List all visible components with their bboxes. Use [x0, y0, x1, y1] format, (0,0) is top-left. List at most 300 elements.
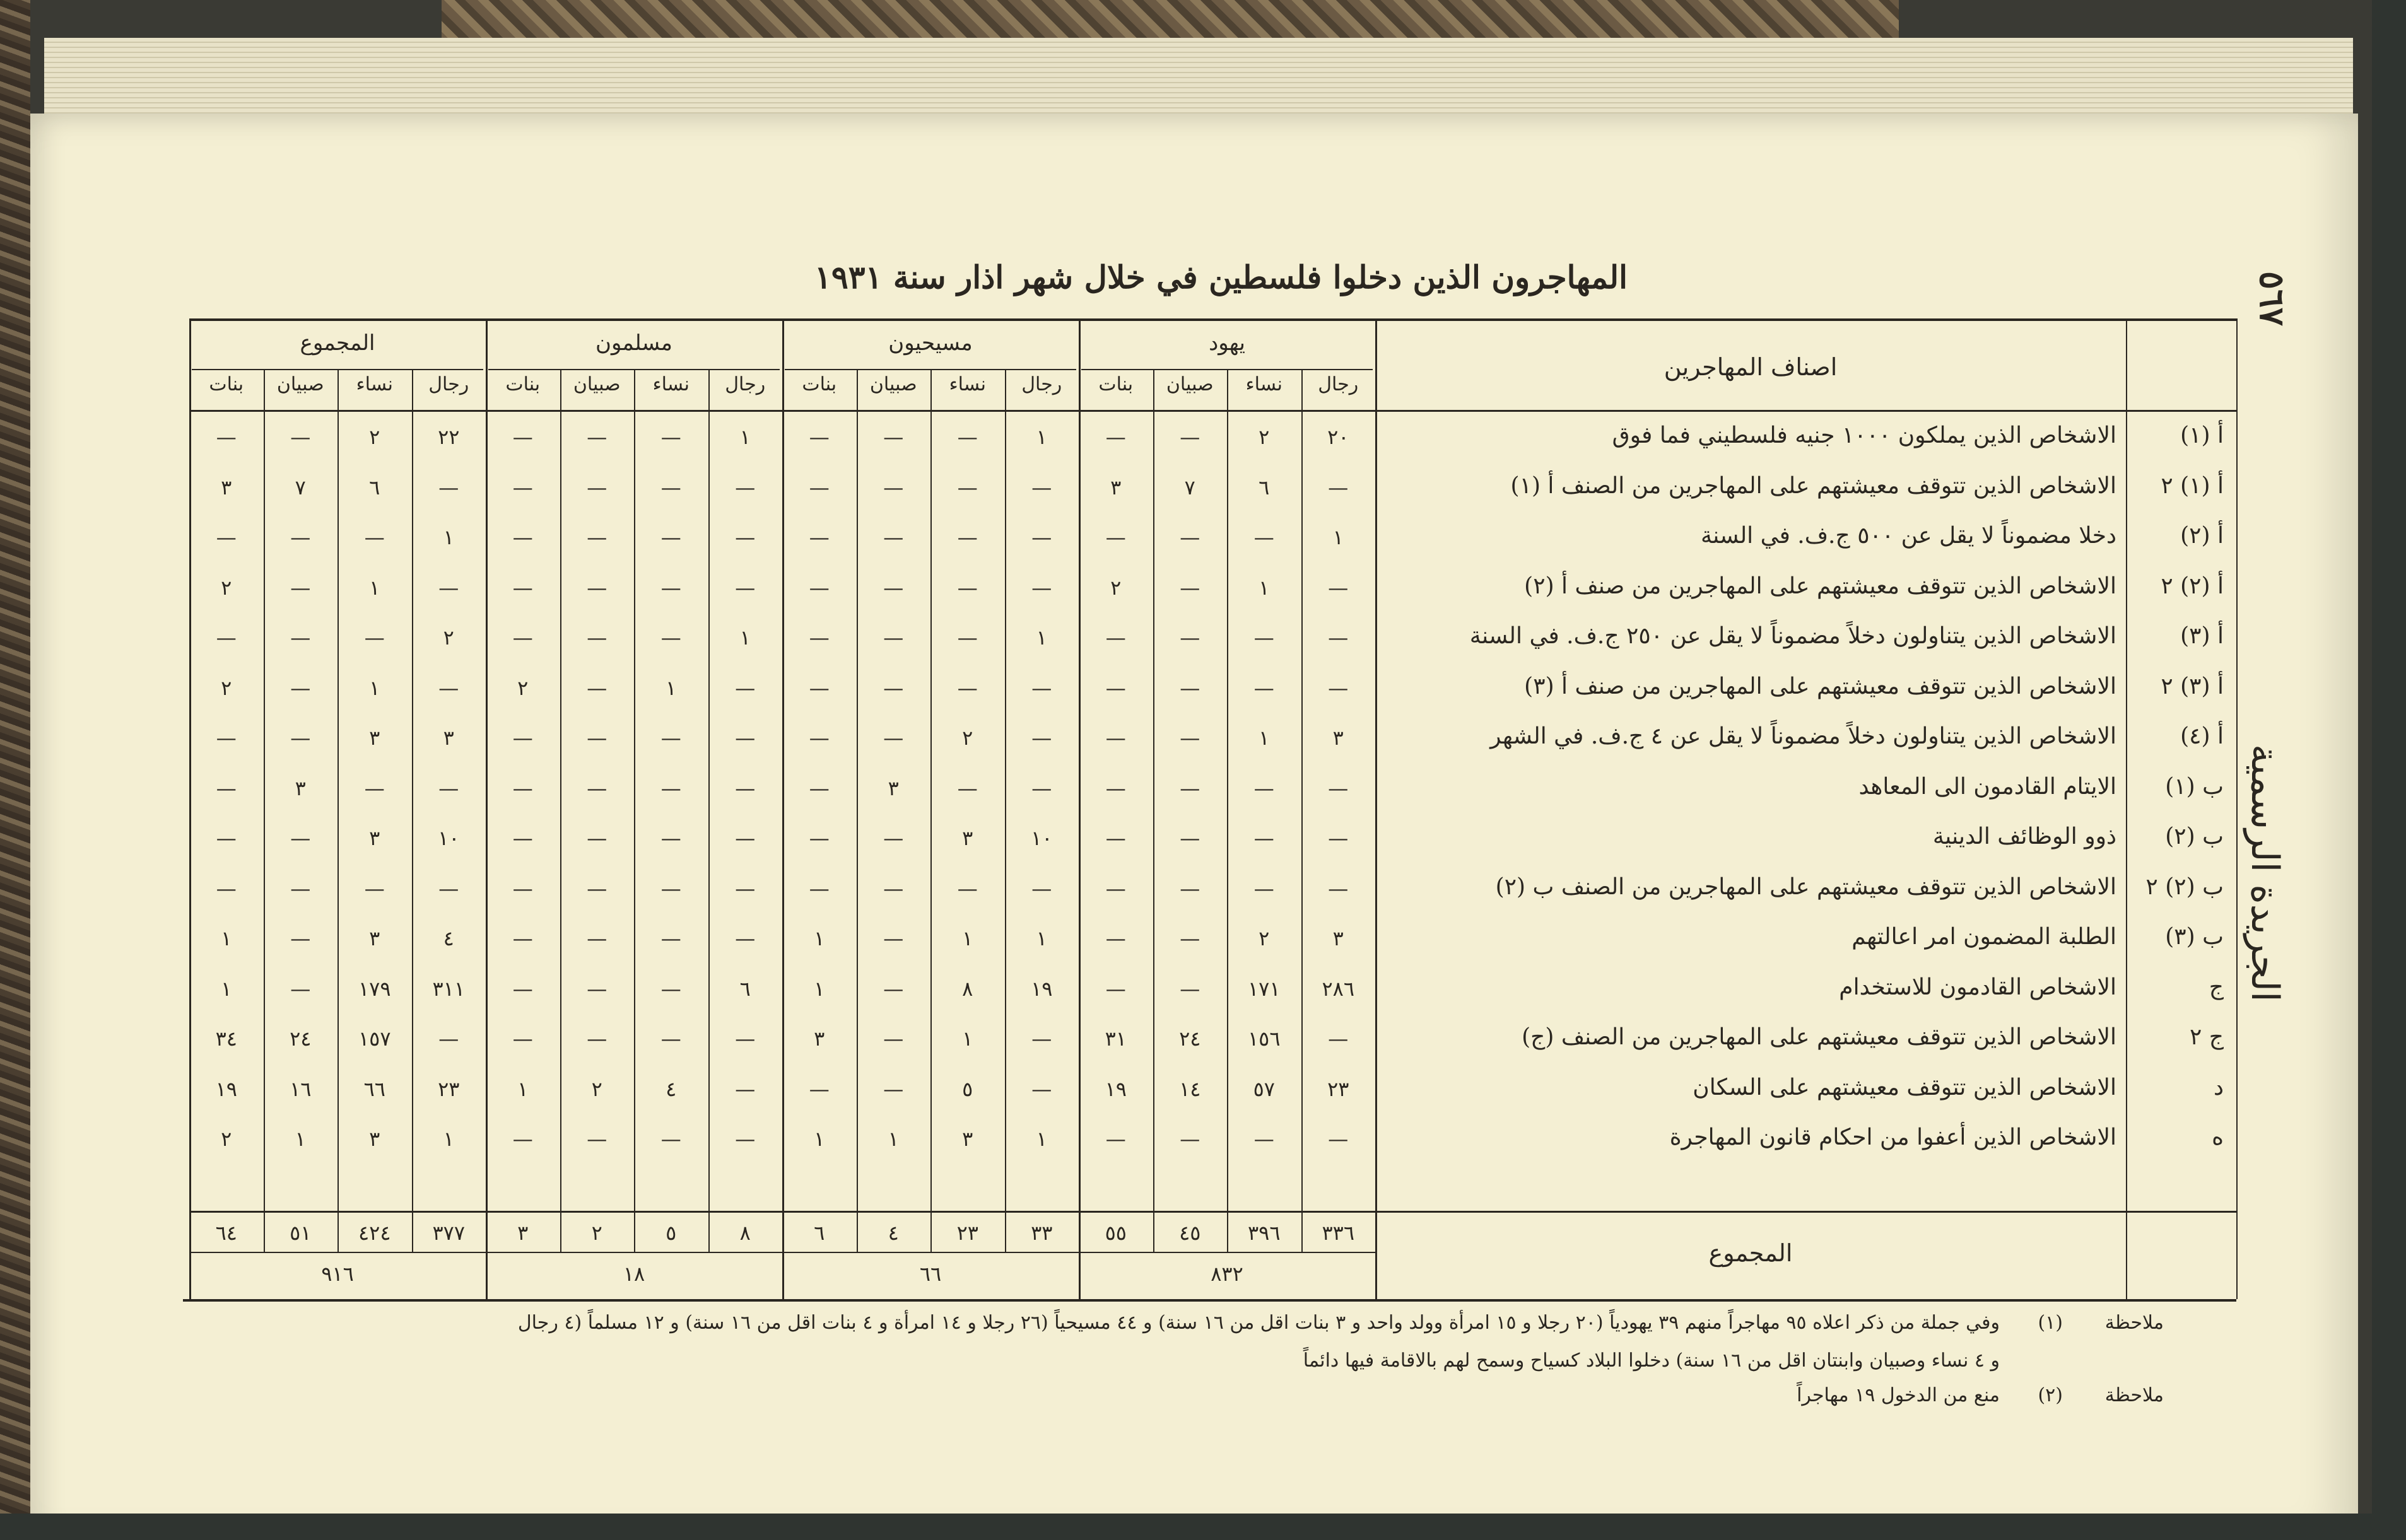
table-cell: — [735, 1127, 756, 1151]
book-cover-right [2372, 0, 2406, 1540]
table-cell: ١٤ [1179, 1076, 1201, 1101]
table-cell: — [216, 776, 237, 800]
table-cell: — [1180, 626, 1200, 650]
table-cell: — [735, 876, 756, 901]
row-label: الاشخاص الذين تتوقف معيشتهم على المهاجرين من الصنف (ج) [1522, 1024, 2116, 1050]
table-cell: — [290, 726, 311, 750]
table-cell: — [1105, 826, 1126, 850]
table-cell: — [1328, 826, 1349, 850]
table-cell: ٦ [1259, 475, 1270, 499]
table-cell: — [735, 776, 756, 800]
table-cell: — [883, 876, 904, 901]
table-cell: — [290, 675, 311, 700]
table-cell: ٢ [1259, 926, 1270, 950]
table-cell: — [216, 425, 237, 449]
table-cell: ٢ [591, 1076, 602, 1101]
table-cell: ٣ [962, 1127, 973, 1151]
table-cell: — [216, 876, 237, 901]
table-cell: ٥ [962, 1076, 973, 1101]
note-label: ملاحظة [2104, 1312, 2164, 1334]
table-cell: ٢ [1110, 575, 1122, 600]
table-cell: ١ [1036, 926, 1047, 950]
table-cell: — [587, 475, 607, 499]
table-cell: — [1031, 575, 1052, 600]
table-cell: — [1253, 1127, 1274, 1151]
table-cell: ٢٣ [1327, 1076, 1349, 1101]
code-column-rule [2126, 318, 2127, 1299]
table-cell: — [512, 976, 533, 1001]
table-cell: — [1105, 976, 1126, 1001]
table-cell: — [1180, 1127, 1200, 1151]
column-rule [412, 369, 413, 1252]
table-cell: — [512, 826, 533, 850]
table-cell: — [587, 776, 607, 800]
table-cell: — [1105, 876, 1126, 901]
table-cell: ١ [369, 575, 380, 600]
table-cell: ٢ [221, 575, 232, 600]
table-cell: — [1031, 675, 1052, 700]
table-cell: — [587, 675, 607, 700]
row-code: أ (١) [2180, 423, 2224, 448]
table-cell: — [1328, 1127, 1349, 1151]
table-cell: ١ [1259, 575, 1270, 600]
table-right-edge [2236, 318, 2238, 1299]
column-rule [337, 369, 339, 1252]
totals-cell: ٣٣٦ [1322, 1221, 1355, 1245]
sub-header: بنات [1098, 373, 1134, 395]
table-cell: — [1180, 525, 1200, 549]
table-cell: — [587, 726, 607, 750]
table-cell: — [1105, 926, 1126, 950]
table-cell: ١ [1259, 726, 1270, 750]
table-cell: — [512, 926, 533, 950]
table-cell: — [735, 575, 756, 600]
totals-cell: ٤٥ [1179, 1221, 1201, 1245]
row-code: أ (٣) ٢ [2161, 673, 2224, 699]
table-cell: — [587, 1127, 607, 1151]
row-label: الاشخاص القادمون للاستخدام [1839, 974, 2116, 1000]
column-rule [930, 369, 932, 1252]
sub-header: بنات [802, 373, 837, 395]
sub-header: صبيان [1166, 373, 1214, 395]
table-cell: — [1031, 726, 1052, 750]
table-cell: — [809, 425, 830, 449]
table-cell: — [438, 876, 459, 901]
table-cell: — [883, 926, 904, 950]
table-cell: — [809, 626, 830, 650]
table-cell: — [883, 726, 904, 750]
table-cell: — [735, 726, 756, 750]
table-cell: — [438, 575, 459, 600]
table-cell: — [1180, 876, 1200, 901]
table-cell: — [883, 626, 904, 650]
table-cell: — [1031, 876, 1052, 901]
table-cell: — [1180, 976, 1200, 1001]
table-cell: — [1105, 626, 1126, 650]
totals-cell: ٨ [739, 1221, 751, 1245]
table-cell: — [735, 525, 756, 549]
table-cell: ٢٠ [1327, 425, 1349, 449]
table-cell: — [290, 525, 311, 549]
table-cell: — [1031, 475, 1052, 499]
table-cell: ١٥٦ [1247, 1027, 1281, 1051]
category-header: اصناف المهاجرين [1664, 353, 1838, 381]
group-header: المجموع [300, 330, 375, 356]
table-cell: ٣ [221, 475, 232, 499]
table-cell: — [1253, 776, 1274, 800]
table-cell: ١ [814, 976, 825, 1001]
table-cell: ١ [443, 525, 454, 549]
table-cell: — [587, 926, 607, 950]
table-cell: ٢ [443, 626, 454, 650]
table-cell: — [512, 425, 533, 449]
table-cell: — [1253, 626, 1274, 650]
table-cell: ٢٨٦ [1322, 976, 1355, 1001]
table-cell: — [883, 826, 904, 850]
row-label: الاشخاص الذين تتوقف معيشتهم على السكان [1693, 1074, 2116, 1100]
table-cell: ٢ [221, 1127, 232, 1151]
table-cell: ١ [962, 1027, 973, 1051]
table-cell: — [216, 525, 237, 549]
table-cell: — [1105, 776, 1126, 800]
table-cell: — [1031, 1027, 1052, 1051]
table-cell: — [290, 926, 311, 950]
table-cell: — [290, 826, 311, 850]
table-cell: — [957, 876, 978, 901]
table-cell: — [735, 475, 756, 499]
table-cell: ٢٤ [1179, 1027, 1201, 1051]
table-cell: — [809, 575, 830, 600]
row-code: د [2213, 1074, 2224, 1100]
totals-cell: ٢٣ [956, 1221, 978, 1245]
table-cell: — [1328, 575, 1349, 600]
table-cell: — [512, 726, 533, 750]
table-cell: — [1180, 675, 1200, 700]
table-cell: — [587, 826, 607, 850]
note-text: وفي جملة من ذكر اعلاه ٩٥ مهاجراً منهم ٣٩ يهودياً (٢٠ رجلا و ١٥ امرأة وولد واحد و ٣ بنات اقل من ١٦ سنة) و ٤٤ مسيحياً (٢٦ رجلا و ١٤ امرأة و ٤ بنات اقل من ١٦ سنة) و ١٢ مسلماً (٤ رجال [517, 1312, 2000, 1334]
page-number: ٥٦٧ [2252, 271, 2292, 327]
totals-cell: ٢ [591, 1221, 602, 1245]
table-cell: — [290, 976, 311, 1001]
column-rule [857, 369, 858, 1252]
totals-label: المجموع [1708, 1239, 1793, 1267]
book-cover-left [0, 0, 30, 1540]
grand-total-cell: ٨٣٢ [1211, 1262, 1243, 1286]
table-cell: — [883, 675, 904, 700]
table-cell: ٢ [517, 675, 529, 700]
table-cell: — [438, 675, 459, 700]
table-cell: — [587, 425, 607, 449]
table-cell: — [660, 726, 681, 750]
table-cell: — [883, 575, 904, 600]
row-code: أ (٣) [2180, 623, 2224, 649]
table-cell: ١ [666, 675, 677, 700]
table-cell: ٣٤ [215, 1027, 237, 1051]
table-cell: — [438, 475, 459, 499]
table-cell: — [1253, 675, 1274, 700]
table-cell: ١ [1332, 525, 1344, 549]
grand-total-cell: ٦٦ [919, 1262, 942, 1286]
table-cell: — [809, 525, 830, 549]
table-cell: ٢ [1259, 425, 1270, 449]
table-cell: ١٦ [290, 1076, 312, 1101]
table-cell: — [809, 475, 830, 499]
table-cell: — [512, 525, 533, 549]
table-cell: ١٩ [1105, 1076, 1127, 1101]
table-cell: ٣ [1110, 475, 1122, 499]
sub-header: رجال [725, 373, 766, 395]
row-code: ج [2209, 974, 2224, 1000]
sub-header: رجال [1021, 373, 1062, 395]
table-cell: — [883, 475, 904, 499]
row-label: الاشخاص الذين تتوقف معيشتهم على المهاجرين من صنف أ (٣) [1524, 673, 2116, 699]
table-cell: ١ [739, 626, 751, 650]
totals-cell: ٣٧٧ [432, 1221, 466, 1245]
table-cell: ١ [888, 1127, 899, 1151]
table-cell: — [216, 626, 237, 650]
note-text: و ٤ نساء وصبيان وابنتان اقل من ١٦ سنة) دخلوا البلاد كسياح وسمح لهم بالاقامة فيها دائماً [1303, 1350, 2000, 1372]
row-label: الاشخاص الذين أعفوا من احكام قانون المهاجرة [1669, 1124, 2116, 1150]
note-number: (٢) [2038, 1384, 2063, 1406]
sub-header: بنات [209, 373, 244, 395]
table-cell: — [1328, 776, 1349, 800]
table-cell: ٣ [443, 726, 454, 750]
row-label: دخلا مضموناً لا يقل عن ٥٠٠ ج.ف. في السنة [1700, 523, 2116, 549]
table-cell: ٣ [1332, 926, 1344, 950]
table-cell: — [957, 575, 978, 600]
table-cell: — [1180, 726, 1200, 750]
row-label: الاشخاص الذين يتناولون دخلاً مضموناً لا يقل عن ٢٥٠ ج.ف. في السنة [1469, 623, 2116, 649]
grand-total-cell: ١٨ [623, 1262, 645, 1286]
table-cell: ٤ [443, 926, 454, 950]
table-cell: — [1253, 876, 1274, 901]
table-cell: — [364, 525, 385, 549]
table-cell: — [957, 776, 978, 800]
table-cell: ٣ [369, 826, 380, 850]
table-cell: ١٠ [438, 826, 460, 850]
totals-cell: ٣٩٦ [1247, 1221, 1281, 1245]
row-code: أ (٢) [2180, 523, 2224, 549]
table-cell: — [438, 776, 459, 800]
table-cell: — [1253, 525, 1274, 549]
table-cell: ٣ [369, 926, 380, 950]
table-cell: — [364, 776, 385, 800]
row-code: ب (١) [2165, 773, 2224, 800]
table-cell: — [364, 626, 385, 650]
table-cell: — [1328, 675, 1349, 700]
table-cell: — [587, 525, 607, 549]
column-rule [264, 369, 265, 1252]
table-cell: ٨ [962, 976, 973, 1001]
table-cell: — [660, 425, 681, 449]
table-cell: ١ [221, 926, 232, 950]
table-cell: — [512, 575, 533, 600]
column-rule [1301, 369, 1303, 1252]
table-cell: — [1105, 1127, 1126, 1151]
table-cell: — [735, 1076, 756, 1101]
row-code: أ (٢) ٢ [2161, 573, 2224, 599]
table-cell: ١٥٧ [358, 1027, 391, 1051]
group-rule [1375, 318, 1377, 1299]
table-cell: — [660, 976, 681, 1001]
group-rule [486, 318, 488, 1299]
table-cell: ١٠ [1031, 826, 1053, 850]
table-cell: — [216, 726, 237, 750]
sub-header: رجال [1318, 373, 1359, 395]
note-text: منع من الدخول ١٩ مهاجراً [1797, 1384, 2000, 1406]
sub-header: رجال [428, 373, 469, 395]
table-cell: — [809, 826, 830, 850]
table-cell: ٣ [814, 1027, 825, 1051]
table-cell: — [957, 425, 978, 449]
table-cell: ١ [1036, 626, 1047, 650]
table-cell: — [735, 926, 756, 950]
table-cell: — [1180, 575, 1200, 600]
sub-header: بنات [505, 373, 541, 395]
table-cell: ٦٦ [363, 1076, 385, 1101]
table-cell: ٦ [369, 475, 380, 499]
note-label: ملاحظة [2104, 1384, 2164, 1406]
column-rule [1005, 369, 1006, 1252]
table-cell: ١ [1036, 425, 1047, 449]
table-cell: ١٧١ [1247, 976, 1281, 1001]
table-cell: ١ [295, 1127, 306, 1151]
table-cell: ٢ [369, 425, 380, 449]
table-cell: — [660, 876, 681, 901]
table-cell: — [883, 1027, 904, 1051]
totals-top-rule [189, 1211, 2236, 1213]
table-cell: ٧ [1184, 475, 1195, 499]
table-cell: — [1105, 525, 1126, 549]
book-cover-bottom [0, 1514, 2406, 1540]
table-cell: ٣١ [1105, 1027, 1127, 1051]
table-cell: — [587, 976, 607, 1001]
table-cell: — [1180, 926, 1200, 950]
sub-header: صبيان [573, 373, 621, 395]
table-cell: — [957, 525, 978, 549]
group-rule [1079, 318, 1081, 1299]
group-header: مسيحيون [888, 330, 973, 356]
group-header: مسلمون [596, 330, 672, 356]
sub-header: صبيان [276, 373, 324, 395]
table-cell: — [512, 1027, 533, 1051]
table-cell: ٣ [888, 776, 899, 800]
table-cell: ١٩ [215, 1076, 237, 1101]
table-cell: — [957, 675, 978, 700]
group-rule [782, 318, 784, 1299]
sub-header: نساء [1245, 373, 1282, 395]
column-rule [1227, 369, 1228, 1252]
table-cell: — [512, 776, 533, 800]
table-cell: — [587, 575, 607, 600]
table-top-rule [189, 318, 2236, 321]
table-cell: — [290, 626, 311, 650]
table-cell: ٤ [666, 1076, 677, 1101]
table-cell: — [660, 626, 681, 650]
table-cell: ١ [443, 1127, 454, 1151]
table-cell: — [1105, 425, 1126, 449]
note-number: (١) [2038, 1312, 2063, 1334]
table-cell: — [1180, 776, 1200, 800]
group-header: يهود [1209, 330, 1245, 356]
table-cell: — [1031, 525, 1052, 549]
table-cell: ١ [369, 675, 380, 700]
column-rule [634, 369, 635, 1252]
row-label: الاشخاص الذين تتوقف معيشتهم على المهاجرين من الصنف أ (١) [1510, 472, 2116, 499]
totals-cell: ٣ [517, 1221, 529, 1245]
table-cell: — [512, 1127, 533, 1151]
table-cell: — [1105, 726, 1126, 750]
row-label: ذوو الوظائف الدينية [1932, 824, 2116, 849]
table-cell: — [290, 575, 311, 600]
totals-cell: ٦ [814, 1221, 825, 1245]
table-cell: — [735, 826, 756, 850]
table-cell: — [883, 976, 904, 1001]
table-cell: ٣ [1332, 726, 1344, 750]
row-code: ب (٢) ٢ [2145, 873, 2224, 900]
row-label: الاشخاص الذين تتوقف معيشتهم على المهاجرين من صنف أ (٢) [1524, 573, 2116, 599]
table-cell: ٦ [739, 976, 751, 1001]
totals-cell: ٤٢٤ [358, 1221, 391, 1245]
table-cell: ١٩ [1031, 976, 1053, 1001]
table-cell: ٣ [962, 826, 973, 850]
totals-cell: ٦٤ [215, 1221, 237, 1245]
table-cell: — [216, 826, 237, 850]
table-cell: ٣ [369, 1127, 380, 1151]
row-code: أ (٤) [2180, 723, 2224, 749]
totals-cell: ٥ [666, 1221, 677, 1245]
table-cell: — [957, 626, 978, 650]
table-cell: ١ [517, 1076, 529, 1101]
table-cell: — [512, 475, 533, 499]
table-cell: — [587, 1027, 607, 1051]
row-code: ه [2212, 1124, 2224, 1150]
table-cell: — [1328, 626, 1349, 650]
row-code: ب (٢) [2165, 824, 2224, 849]
table-cell: ٢ [962, 726, 973, 750]
table-cell: — [1105, 675, 1126, 700]
totals-cell: ٤ [888, 1221, 899, 1245]
table-cell: — [735, 675, 756, 700]
row-code: أ (١) ٢ [2161, 472, 2224, 499]
table-cell: — [957, 475, 978, 499]
table-cell: — [883, 525, 904, 549]
table-cell: — [809, 1076, 830, 1101]
totals-cell: ٣٣ [1031, 1221, 1053, 1245]
table-cell: ١ [739, 425, 751, 449]
table-left-edge [189, 318, 191, 1299]
table-cell: — [1328, 1027, 1349, 1051]
table-cell: — [1328, 876, 1349, 901]
table-cell: — [660, 926, 681, 950]
table-cell: — [1253, 826, 1274, 850]
margin-heading: الجريدة الرسمية [2243, 744, 2287, 1002]
table-cell: — [1031, 776, 1052, 800]
table-cell: — [660, 1127, 681, 1151]
row-label: الطلبة المضمون امر اعالتهم [1851, 924, 2116, 950]
table-cell: — [512, 626, 533, 650]
row-label: الاشخاص الذين تتوقف معيشتهم على المهاجرين من الصنف ب (٢) [1495, 873, 2116, 900]
table-cell: ٢ [221, 675, 232, 700]
table-cell: ١ [814, 1127, 825, 1151]
table-cell: ١ [1036, 1127, 1047, 1151]
table-cell: ٢٢ [438, 425, 460, 449]
row-code: ج ٢ [2189, 1024, 2224, 1050]
totals-cell: ٥٥ [1105, 1221, 1127, 1245]
table-cell: — [809, 876, 830, 901]
table-cell: — [735, 1027, 756, 1051]
table-cell: ٧ [295, 475, 306, 499]
